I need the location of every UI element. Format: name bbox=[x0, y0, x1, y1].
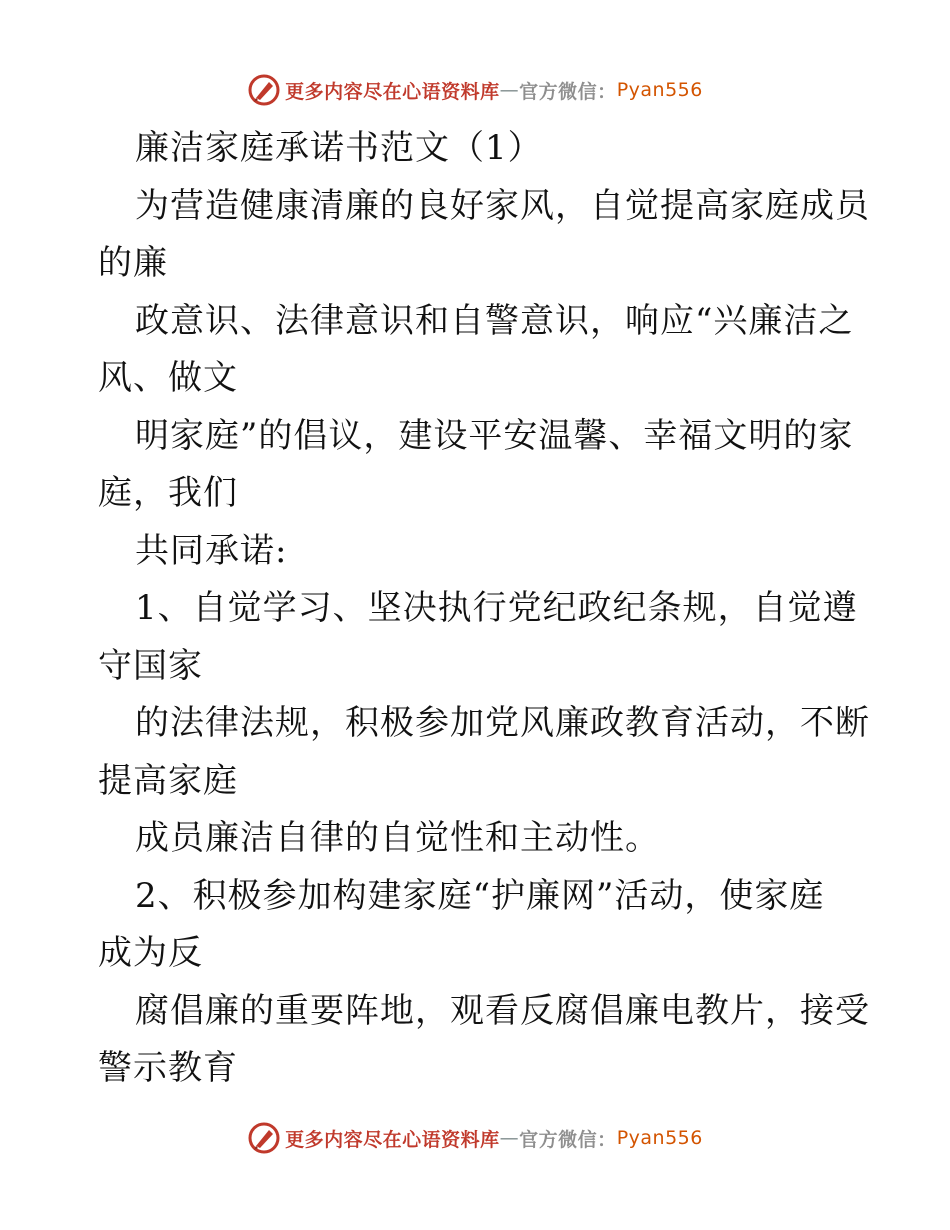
paragraph-line: 守国家 bbox=[98, 645, 203, 686]
document-body bbox=[98, 120, 870, 1098]
paragraph-line: 成为反 bbox=[98, 933, 203, 973]
banner-wechat-label: 官方微信： bbox=[519, 80, 617, 103]
paragraph-line: 腐倡廉的重要阵地，观看反腐倡廉电教片，接受 bbox=[135, 990, 870, 1031]
paragraph-line: 成员廉洁自律的自觉性和主动性。 bbox=[135, 818, 660, 858]
logo-pen-icon bbox=[247, 73, 281, 107]
paragraph-line: 庭，我们 bbox=[98, 473, 238, 513]
banner-wechat-id: Pyan556 bbox=[616, 1127, 703, 1149]
paragraph-line: 风、做文 bbox=[98, 358, 238, 398]
paragraph-line: 提高家庭 bbox=[98, 760, 238, 801]
banner-title: 更多内容尽在心语资料库 bbox=[285, 1128, 500, 1151]
paragraph-line: 2、积极参加构建家庭“护廉网”活动，使家庭 bbox=[135, 875, 825, 916]
paragraph-line: 共同承诺: bbox=[135, 530, 288, 571]
paragraph-line: 1、自觉学习、坚决执行党纪政纪条规，自觉遵 bbox=[135, 588, 858, 628]
paragraph-line: 的法律法规，积极参加党风廉政教育活动，不断 bbox=[135, 703, 870, 743]
header-banner bbox=[0, 70, 950, 110]
footer-banner bbox=[0, 1118, 950, 1158]
banner-separator: — bbox=[499, 79, 520, 101]
paragraph-line: 为营造健康清廉的良好家风，自觉提高家庭成员 bbox=[135, 185, 870, 226]
paragraph-line: 警示教育 bbox=[98, 1048, 238, 1088]
banner-wechat-label: 官方微信： bbox=[519, 1128, 617, 1151]
logo-pen-icon bbox=[247, 1121, 281, 1155]
paragraph-line: 明家庭”的倡议，建设平安温馨、幸福文明的家 bbox=[135, 415, 854, 456]
banner-separator: — bbox=[499, 1127, 520, 1149]
paragraph-line: 政意识、法律意识和自警意识，响应“兴廉洁之 bbox=[135, 300, 854, 341]
banner-title: 更多内容尽在心语资料库 bbox=[285, 80, 500, 103]
banner-wechat-id: Pyan556 bbox=[616, 79, 703, 101]
paragraph-line: 的廉 bbox=[98, 243, 168, 283]
document-title: 廉洁家庭承诺书范文（1） bbox=[135, 128, 543, 168]
